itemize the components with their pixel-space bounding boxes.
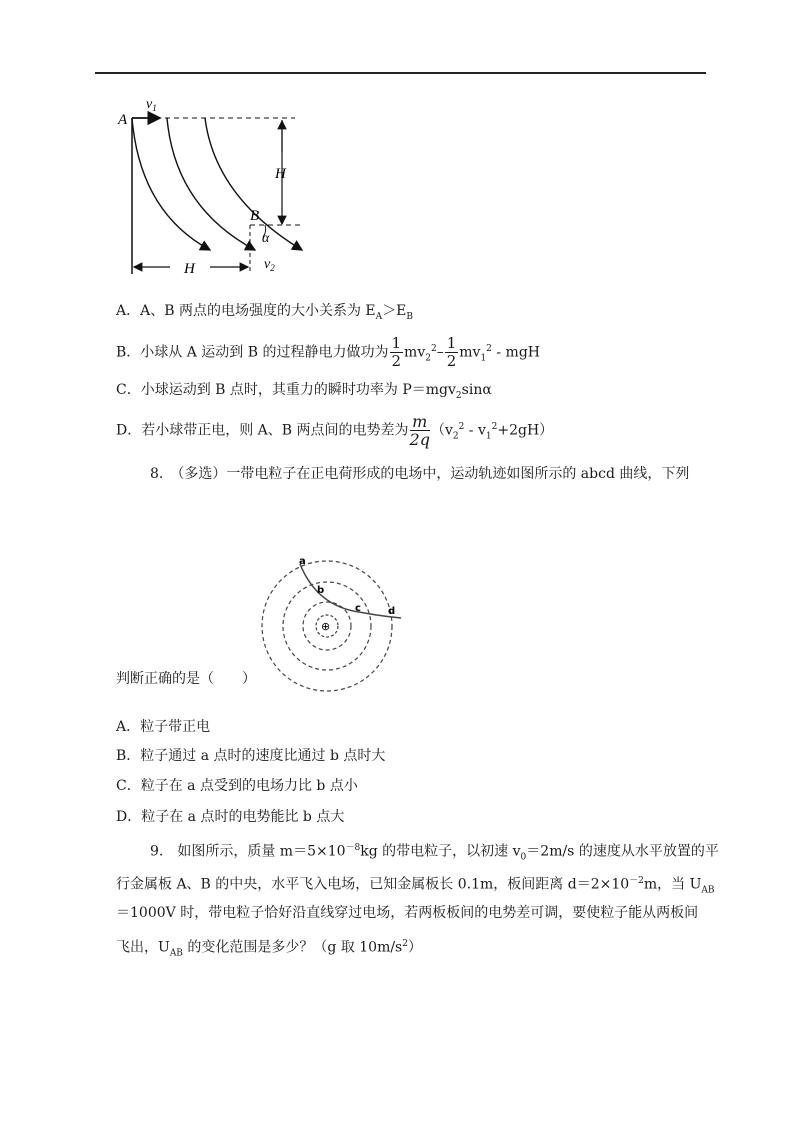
- point-b-label: b: [317, 585, 325, 596]
- trajectory-curve-1: [132, 118, 210, 250]
- trajectory-curve-3: [205, 118, 302, 250]
- label-h-vertical: H: [275, 166, 286, 182]
- trajectory-figure: [110, 92, 320, 282]
- q8-option-d: D．粒子在 a 点时的电势能比 b 点大: [116, 809, 345, 825]
- label-alpha: α: [262, 231, 270, 246]
- label-v1: $v_1$: [146, 97, 157, 113]
- point-c-label: c: [355, 603, 361, 614]
- trajectory-curve-2: [167, 118, 255, 250]
- q8-option-c: C．粒子在 a 点受到的电场力比 b 点小: [116, 778, 358, 794]
- q8-stem: 8. （多选）一带电粒子在正电荷形成的电场中，运动轨迹如图所示的 abcd 曲线，下列: [150, 466, 690, 482]
- header-rule: [95, 72, 706, 74]
- label-v2: $v_2$: [264, 257, 275, 273]
- q9-line-3: ＝1000V 时，带电粒子恰好沿直线穿过电场，若两板板间的电势差可调，要使粒子能从两板间: [116, 905, 699, 921]
- q7-option-c: C．小球运动到 B 点时，其重力的瞬时功率为 P＝mgv$_2$sinα: [116, 382, 492, 401]
- q7-option-a: A．A、B 两点的电场强度的大小关系为 $E_A>E_B$: [116, 303, 413, 322]
- point-d-label: d: [388, 606, 396, 617]
- label-a: A: [118, 112, 128, 128]
- label-b: B: [250, 208, 260, 224]
- q7-option-d: D．若小球带正电，则 A、B 两点间的电势差为 $\frac{m}{2q}$ $(v_2^2 - v_1^2+2gH)$: [116, 412, 554, 449]
- q9-line-4: 飞出，$U_{AB}$ 的变化范围是多少？（g 取 $10m/s^2$）: [116, 939, 422, 959]
- q8-stem-end: 判断正确的是（ ）: [116, 671, 256, 687]
- field-lines-figure: [255, 548, 415, 693]
- q8-option-a: A．粒子带正电: [116, 719, 211, 735]
- fraction-half-1: $\frac{1}{2}$: [391, 334, 402, 370]
- positive-charge-icon: ⊕: [321, 620, 331, 633]
- label-h-horizontal: H: [184, 261, 195, 277]
- point-a-label: a: [299, 556, 306, 567]
- fraction-half-2: $\frac{1}{2}$: [446, 334, 457, 370]
- q9-line-2: 行金属板 A、B 的中央，水平飞入电场，已知金属板长 0.1m，板间距离 $d=2\times 10^{-2}m$，当 $U_{AB}$: [116, 876, 715, 896]
- fraction-m-over-2q: $\frac{m}{2q}$: [409, 412, 430, 449]
- q9-line-1: 9. 如图所示，质量 $m=5\times 10^{-8}kg$ 的带电粒子，以初速 $v_0=2m/s$ 的速度从水平放置的平: [150, 843, 719, 863]
- trajectory-abcd: [300, 564, 401, 618]
- q7-option-b: B．小球从 A 运动到 B 的过程静电力做功为 $\frac{1}{2}$ $mv_2^2-$ $\frac{1}{2}$ $mv_1^2$ - mgH: [116, 334, 540, 370]
- q8-option-b: B．粒子通过 a 点时的速度比通过 b 点时大: [116, 748, 386, 764]
